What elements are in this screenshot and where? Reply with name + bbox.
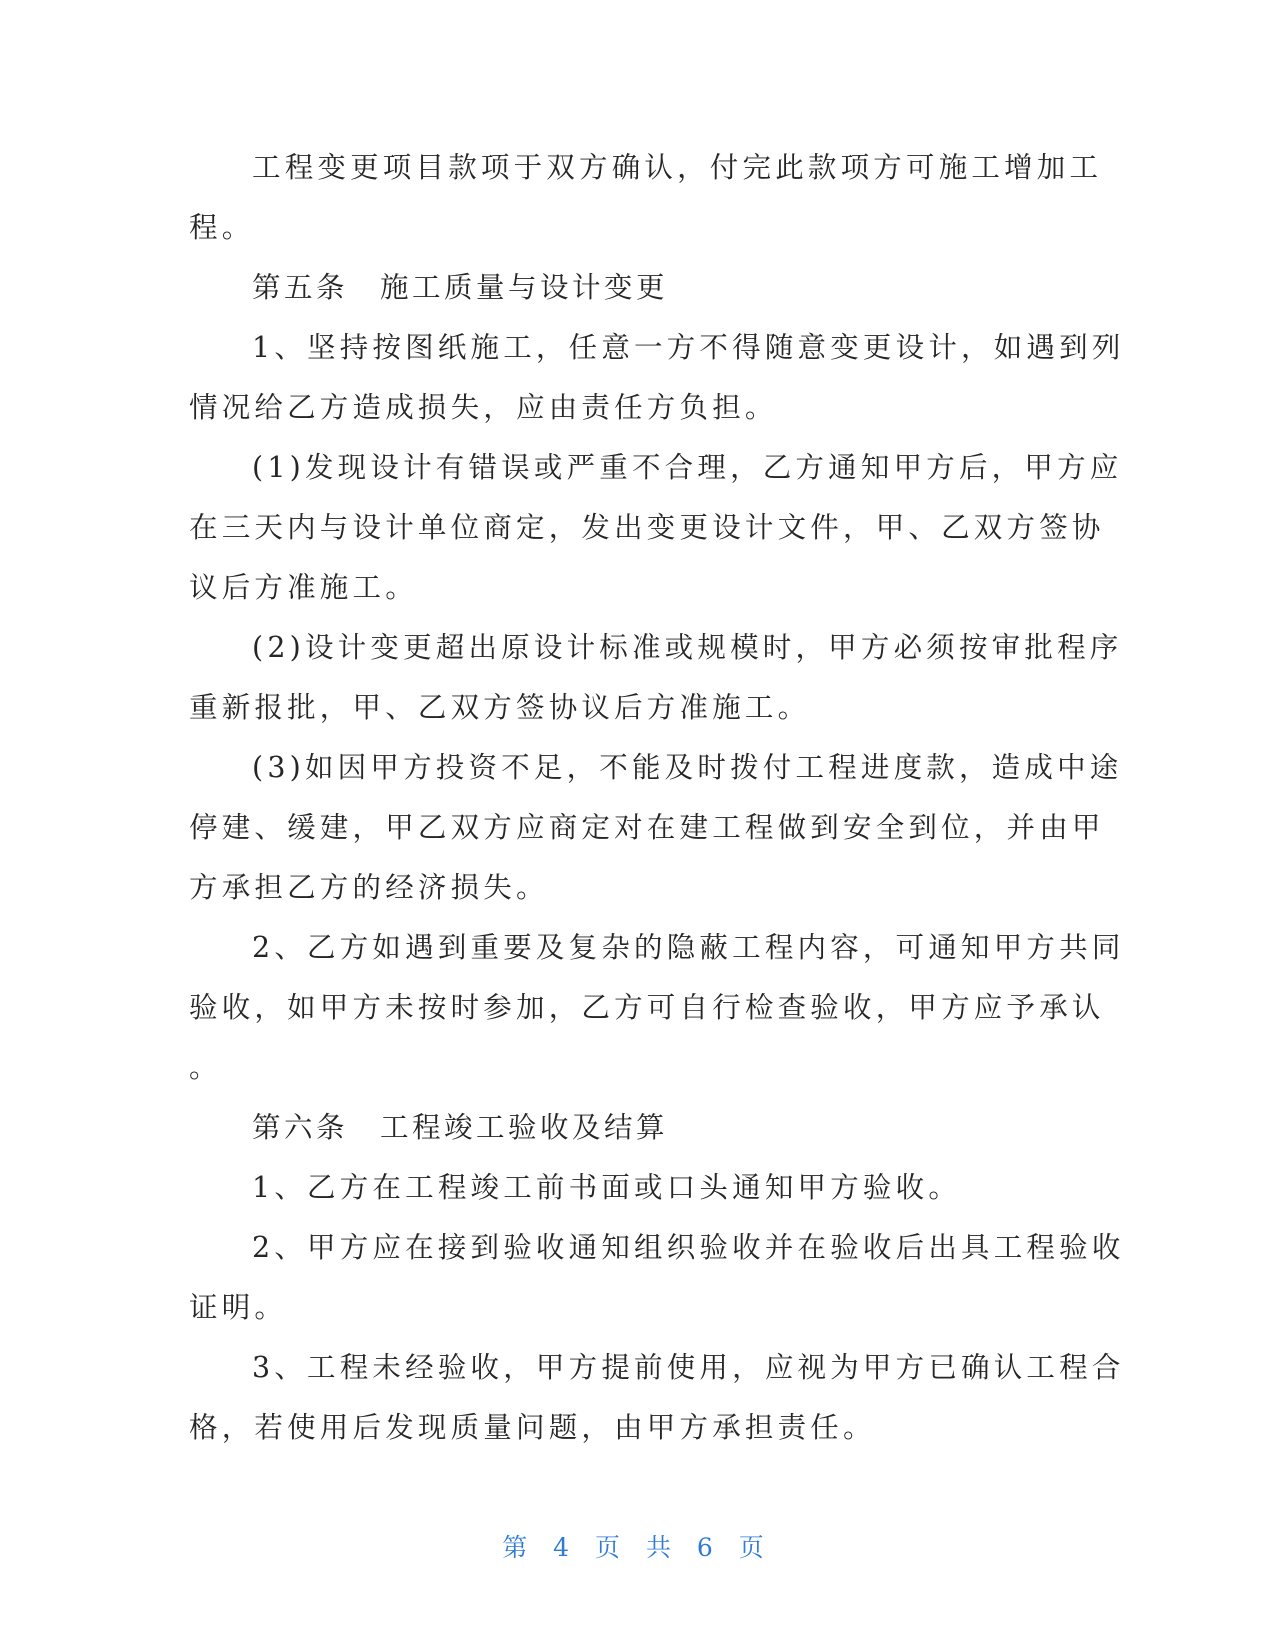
paragraph-line: 情况给乙方造成损失，应由责任方负担。 (189, 391, 778, 424)
paragraph-line: 在三天内与设计单位商定，发出变更设计文件，甲、乙双方签协 (189, 511, 1105, 544)
paragraph-line: 3、工程未经验收，甲方提前使用，应视为甲方已确认工程合 (252, 1351, 1125, 1384)
footer-prefix: 第 (502, 1533, 537, 1562)
paragraph-line: (3)如因甲方投资不足，不能及时拨付工程进度款，造成中途 (252, 751, 1123, 784)
paragraph-line: 议后方准施工。 (189, 571, 418, 604)
paragraph-line: (1)发现设计有错误或严重不合理，乙方通知甲方后，甲方应 (252, 451, 1123, 484)
current-page-number: 4 (553, 1533, 579, 1562)
paragraph-line: 重新报批，甲、乙双方签协议后方准施工。 (189, 691, 811, 724)
total-pages-number: 6 (696, 1533, 722, 1562)
paragraph-line: 程。 (189, 211, 255, 244)
paragraph-line: 1、坚持按图纸施工，任意一方不得随意变更设计，如遇到列 (252, 331, 1125, 364)
paragraph-line: 证明。 (189, 1291, 288, 1324)
footer-suffix: 页 (738, 1533, 773, 1562)
section-heading-5: 第五条 施工质量与设计变更 (252, 271, 669, 304)
paragraph-line: 格，若使用后发现质量问题，由甲方承担责任。 (189, 1411, 876, 1444)
paragraph-line: 2、乙方如遇到重要及复杂的隐蔽工程内容，可通知甲方共同 (252, 931, 1125, 964)
paragraph-line: 工程变更项目款项于双方确认，付完此款项方可施工增加工 (252, 151, 1103, 184)
paragraph-line: 。 (189, 1051, 222, 1084)
paragraph-line: 停建、缓建，甲乙双方应商定对在建工程做到安全到位，并由甲 (189, 811, 1105, 844)
paragraph-line: 2、甲方应在接到验收通知组织验收并在验收后出具工程验收 (252, 1231, 1125, 1264)
footer-middle: 页 共 (595, 1533, 680, 1562)
document-body (189, 138, 1125, 1458)
paragraph-line: 方承担乙方的经济损失。 (189, 871, 549, 904)
paragraph-line: (2)设计变更超出原设计标准或规模时，甲方必须按审批程序 (252, 631, 1123, 664)
paragraph-line: 验收，如甲方未按时参加，乙方可自行检查验收，甲方应予承认 (189, 991, 1105, 1024)
paragraph-line: 1、乙方在工程竣工前书面或口头通知甲方验收。 (252, 1171, 962, 1204)
page-footer (0, 1531, 1275, 1565)
section-heading-6: 第六条 工程竣工验收及结算 (252, 1111, 669, 1144)
